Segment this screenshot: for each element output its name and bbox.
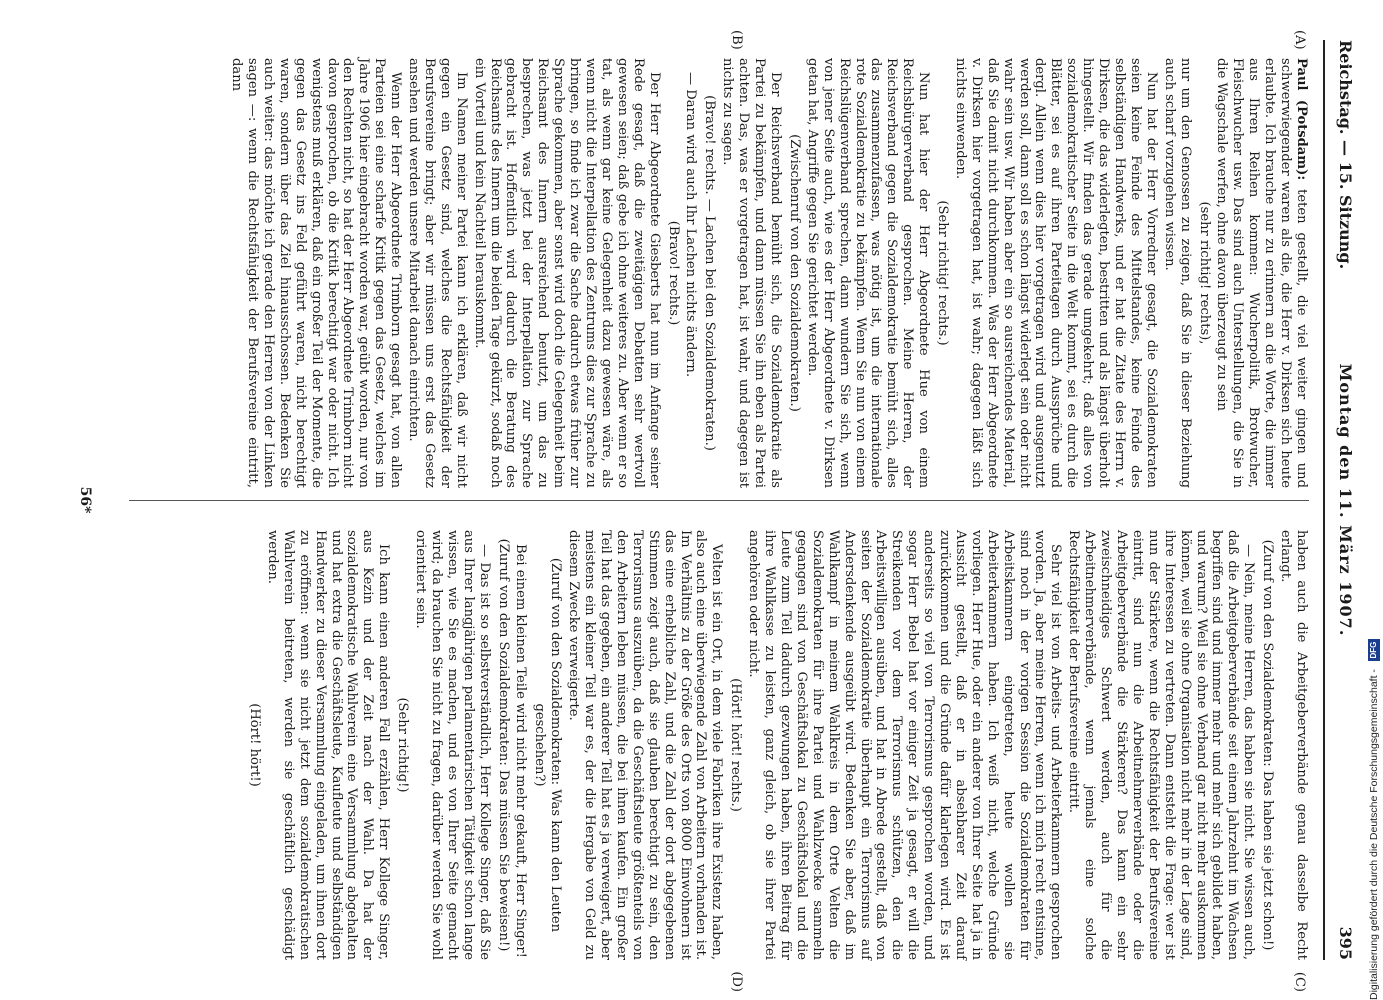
signature-mark: 56* <box>77 486 93 514</box>
paragraph: Ich kann einen anderen Fall erzählen, Herr Kollege Singer, aus Kezin und der Zeit nach der Wahl. Da hat der sozialdemokratische Wahlverein eine Versammlung abgehalten und hat extra die Geschäftsleute, Kaufleute und selbständigen Handwerker zu dieser Versammlung eingeladen, um ihnen dort zu eröffnen: wenn sie nicht jetzt dem sozialdemokratischen Wahlverein beitreten, werden sie geschäftlich geschädigt werden. <box>264 530 392 960</box>
paragraph: — Das ist so selbstverständlich, Herr Kollege Singer, daß Sie aus Ihrer langjährigen parlamentarischen Tätigkeit schon lange wissen, wie Sie es machen, und es von Ihrer Seite gemacht wird; da brauchen Sie nicht zu fragen, darüber werden Sie wohl orientiert sein. <box>413 530 492 960</box>
digitization-credit <box>1366 20 1382 1000</box>
dfg-logo-icon: DFG <box>1368 639 1380 661</box>
paragraph-text: teten gestellt, die viel weiter gingen und schwerwiegender waren als die, die Herr v. Dirksen sich heute erlaubte. Ich brauche nur zu erinnern an die Worte, die immer aus Ihren Reihen kommen: Wucherpolitik, Brotwucher, Fleischwucher usw. Das sind auch Unterstellungen, die Sie in die Wagschale werfen, ohne davon überzeugt zu sein <box>1214 58 1309 488</box>
paragraph: — Daran wird auch Ihr Lachen nichts ändern. <box>683 72 699 377</box>
interjection: (Sehr richtig! rechts.) <box>935 200 951 346</box>
right-column <box>243 530 1309 992</box>
interjection: (Zuruf von den Sozialdemokraten: Was kann den Leuten geschehen?) <box>532 557 564 933</box>
interjection: (Sehr richtig!) <box>395 697 411 793</box>
paragraph: Der Herr Abgeordnete Giesberts hat nun im Anfange seiner Rede gesagt, daß die zweitägigen Debatten sehr wertvoll gewesen seien; daß gebe ich ohne weiteres zu. Aber wenn er so tat, als wenn gar keine Gelegenheit dazu gewesen wäre, als wenn nicht die Interpellation des Zentrums dies zur Sprache zu bringen, so finde ich zwar die Sache dadurch etwas früher zur Sprache gekommen, aber sonst wird doch die Gelegenheit beim Reichsamt des Innern ausreichend benutzt, um das zu besprechen, was jetzt bei der Interpellation zur Sprache gebracht ist. Hoffentlich wird dadurch die Beratung des Reichsamts des Innern um die beiden Tage gekürzt, sodaß noch ein Vorteil und kein Nachteil herauskommt. <box>471 58 662 488</box>
margin-mark-d: (D) <box>729 971 744 992</box>
margin-mark-c: (C) <box>1292 971 1307 992</box>
left-column <box>226 30 1309 488</box>
paragraph: — Nein, meine Herren, das haben sie nicht. Sie wissen auch, daß die Arbeitgeberverbände seit einem Jahrzehnt im Wachsen begriffen sind und immer mehr und mehr sich gebildet haben, und warum? Weil sie ohne Verband gar nicht mehr auskommen können, weil sie ohne Organisation nicht mehr in der Lage sind, ihre Interessen zu vertreten. Dann entsteht die Frage: wer ist nun der Stärkere, wenn die Rechtsfähigkeit der Berufsvereine eintritt, sind nun die Arbeitnehmerverbände oder die Arbeitgeberverbände die Stärkeren? Das kann ein sehr zweischneidiges Schwert werden, auch für die Arbeitnehmerverbände, wenn jemals eine solche Rechtsfähigkeit der Berufsvereine eintritt. <box>1066 530 1257 960</box>
paragraph <box>1214 58 1309 488</box>
header-page-number: 395 <box>1336 926 1355 960</box>
paragraph: Der Reichsverband bemüht sich, die Sozialdemokratie als Partei zu bekämpfen, und dann müssen Sie ihn eben als Partei achten. Das, was er vorgetragen hat, ist wahr, und dagegen ist nichts zu sagen. <box>720 58 783 488</box>
speaker-name: Paul (Potsdam): <box>1294 58 1309 181</box>
interjection: (sehr richtig! rechts), <box>1196 201 1212 345</box>
interjection: (Zuruf von den Sozialdemokraten: Das haben sie jetzt schon!) <box>1260 539 1276 951</box>
interjection: (Bravo! rechts. — Lachen bei den Sozialdemokraten.) <box>702 95 718 451</box>
paragraph: Bei einem kleinen Teile wird nicht mehr gekauft, Herr Singer! <box>513 544 529 958</box>
header-rule <box>1323 40 1325 960</box>
paragraph: Im Namen meiner Partei kann ich erklären, daß wir nicht gegen ein Gesetz sind, welches die Rechtsfähigkeit der Berufsvereine bringt; aber wir müssen uns erst das Gesetz ansehen und werden unsere Mitarbeit danach einrichten. <box>406 58 469 488</box>
interjection: (Hört! hört! rechts.) <box>728 678 744 812</box>
interjection: (Bravo! rechts.) <box>665 220 681 326</box>
interjection: (Zwischenruf von den Sozialdemokraten.) <box>786 134 802 412</box>
header-session: Reichstag. — 15. Sitzung. <box>1336 40 1355 270</box>
paragraph: Velten ist ein Ort, in dem viele Fabriken ihre Existenz haben, also auch eine überwiegende Zahl von Arbeitern vorhanden ist. Im Verhältnis zu der Größe des Orts von 8000 Einwohnern ist das eine erhebliche Zahl, und die Zahl der dort abgegebenen Stimmen zeigt auch, daß sie glauben berechtigt zu sein, den Terrorismus auszuüben, da die Geschäftsleute größtenteils von den Arbeitern leben müssen, die bei ihnen kaufen. Ein großer Teil hat das gegeben, ein anderer Teil hat es ja verweigert, aber meistens ein kleiner Teil war es, der die Hergabe von Geld zu diesem Zwecke verweigerte. <box>566 530 725 960</box>
margin-mark-a: (A) <box>1292 30 1307 50</box>
page-body <box>79 30 1309 992</box>
credit-text: Digitalisierung gefördert durch die Deutsche Forschungsgemeinschaft - <box>1368 669 1380 1000</box>
running-head <box>1329 40 1363 960</box>
paragraph: Nun hat hier der Herr Abgeordnete Hue von einem Reichsbürgerverband gesprochen. Meine Herren, der Reichsverband gegen die Sozialdemokratie bemüht sich, alles das zusammenzufassen, was nötig ist, um die internationale rote Sozialdemokratie zu bekämpfen. Wenn Sie nun von einem Reichslügenverband sprechen, dann wundern Sie sich, wenn von jener Seite auch, wie es der Herr Abgeordnete v. Dirksen getan hat, Angriffe gegen Sie gerichtet werden. <box>804 58 932 488</box>
paragraph: Nun hat der Herr Vorredner gesagt, die Sozialdemokraten seien keine Feinde des Mittelstandes, keine Feinde des selbständigen Handwerks, und er hat die Zitate des Herrn v. Dirksen, die das widerlegten, bestritten und als längst überholt hingestellt. Wir finden das gerade umgekehrt; daß alles von sozialdemokratischer Seite in die Welt kommt, sei es durch die Blätter, sei es auf ihren Parteitagen durch Aussprüche und dergl. Allein wenn dies hier vorgetragen wird und ausgenutzt werden soll, dann soll es schon längst widerlegt sein oder nicht wahr sein usw. Wir haben aber ein so ausreichendes Material, daß Sie damit nicht durchkommen. Was der Herr Abgeordnete v. Dirksen hier vorgetragen hat, ist wahr; dagegen läßt sich nichts einwenden. <box>952 58 1159 488</box>
margin-mark-b: (B) <box>729 30 744 50</box>
interjection: (Zuruf von den Sozialdemokraten: Das müssen Sie beweisen!) <box>495 538 511 952</box>
header-date: Montag den 11. März 1907. <box>1336 363 1355 637</box>
paragraph: Wenn der Herr Abgeordnete Trimborn gesagt hat, von allen Parteien sei eine scharfe Kritik gegen das Gesetz, welches im Jahre 1906 hier eingebracht worden war, geübt worden, nur von den Rechten nicht, so hat der Herr Abgeordnete Trimborn nicht davon gesprochen, ob die Kritik berechtigt war oder nicht. Ich wenigstens muß erklären, daß ein großer Teil der Momente, die gegen das Gesetz ins Feld geführt waren, nicht berechtigt waren, sondern über das Ziel hinausschossen. Bedenken Sie auch weiter: das möchte ich gerade den Herren von der Linken sagen —: wenn die Rechtsfähigkeit der Berufsvereine eintritt, dann <box>229 58 404 488</box>
interjection: (Hört! hört!) <box>247 703 262 787</box>
paragraph: nur um den Genossen zu zeigen, daß Sie in dieser Beziehung auch scharf vorzugehen wissen. <box>1161 58 1193 488</box>
paragraph: Sehr viel ist von Arbeits- und Arbeiterkammern gesprochen worden. Ja, aber meine Herren, wenn ich mich recht entsinne, sind noch in der vorigen Session die Sozialdemokraten für Arbeitskammern eingetreten, heute wollen sie Arbeiterkammern haben. Ich weiß nicht, welche Gründe vorliegen. Herr Hue, oder ein anderer von Ihrer Seite hat ja in Aussicht gestellt, daß er in absehbarer Zeit darauf zurückkommen und die Gründe dafür klarlegen wird. Es ist anderseits so viel von Terrorismus gesprochen worden, und sogar Herr Bebel hat vor einiger Zeit ja gesagt, er will die Streikenden vor dem Terrorismus schützen, den die Arbeitswilligen ausüben, und hat in Abrede gestellt, daß von seiten der Sozialdemokratie überhaupt ein Terrorismus auf Andersdenkende ausgeübt wird. Bedenken Sie aber, daß im Wahlkampf in meinem Wahlkreis in dem Orte Velten die Sozialdemokraten für ihre Partei und Wahlzwecke sammeln gegangen sind von Geschäftslokal zu Geschäftslokal und die Leute zum Teil dadurch gezwungen haben, ihren Beitrag für ihre Wahlkasse zu leisten, ganz gleich, ob sie ihrer Partei angehören oder nicht. <box>746 530 1064 960</box>
paragraph: haben auch die Arbeitgeberverbände genau dasselbe Recht erlangt. <box>1278 530 1309 960</box>
